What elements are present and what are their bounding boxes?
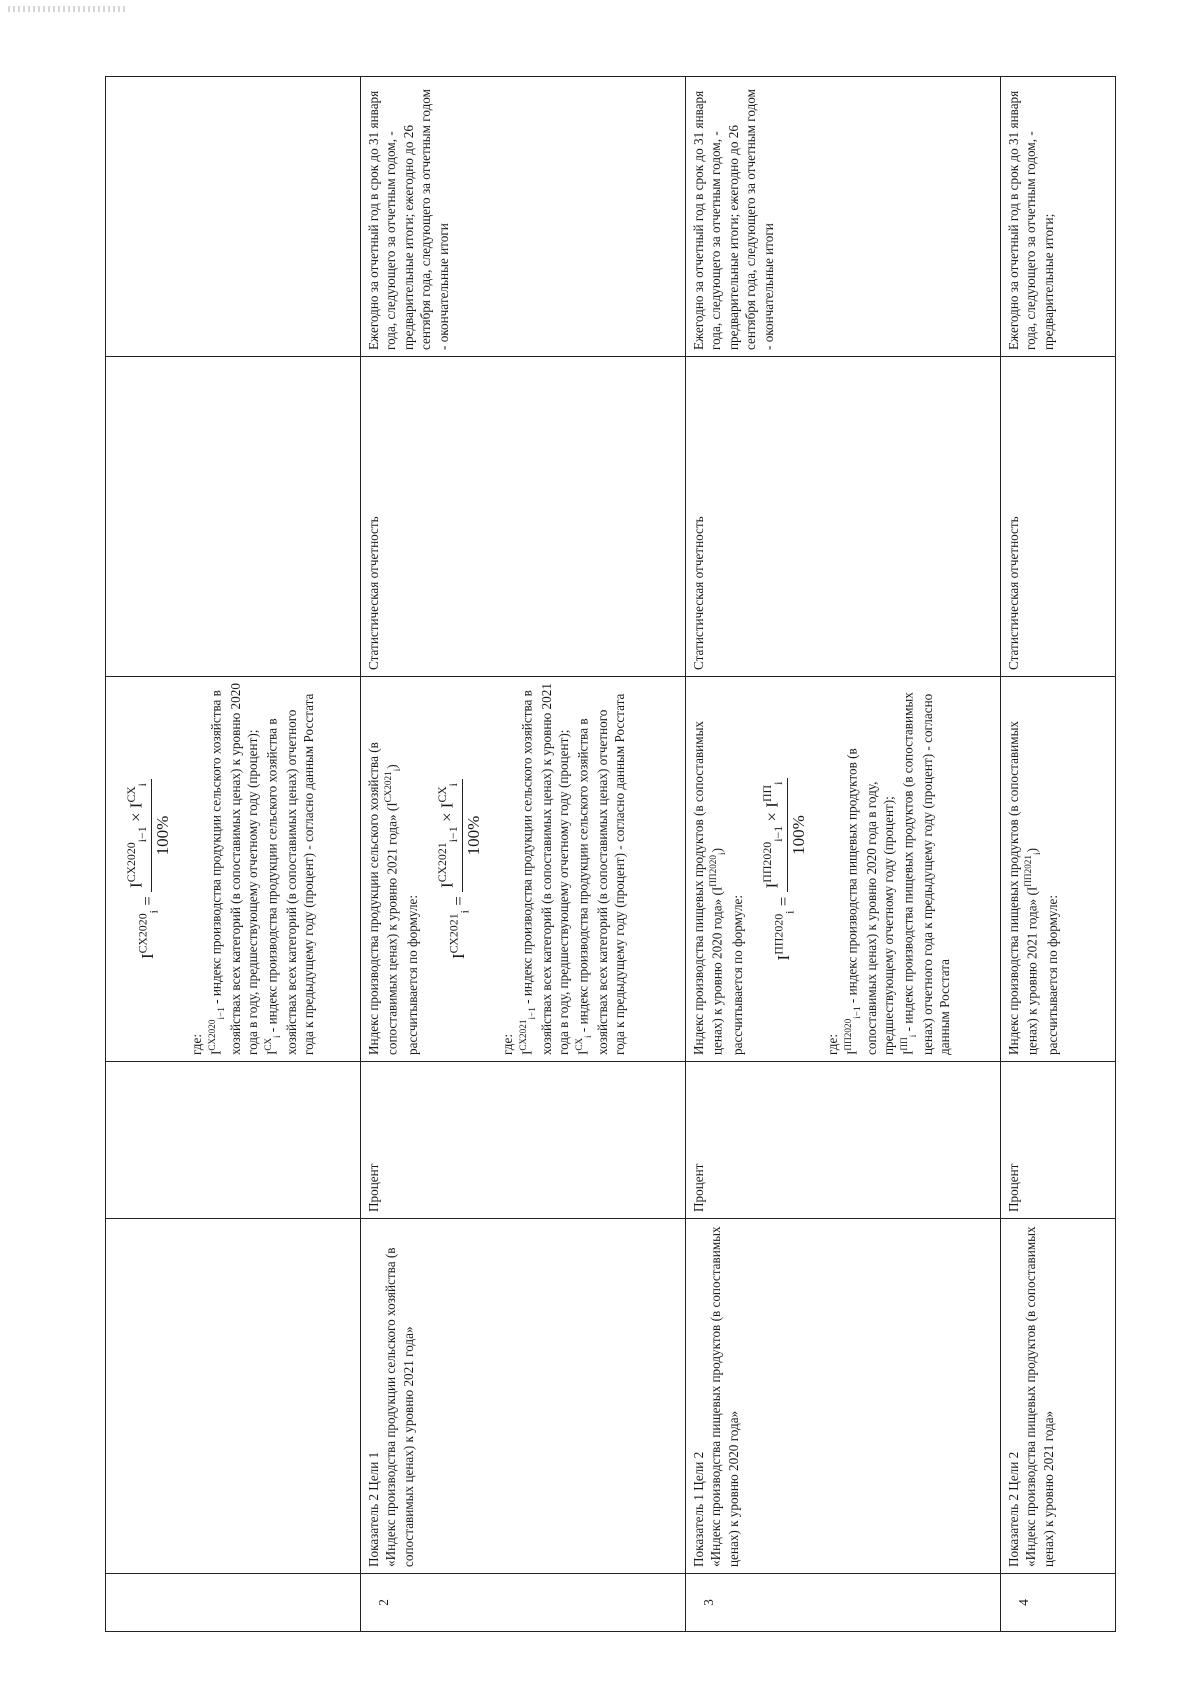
table-row-continuation [106,77,361,1632]
cell-unit [106,1062,361,1219]
source-cell: Статистическая отчетность [1001,357,1116,677]
cell-method [106,677,361,1062]
indicator-name: Показатель 1 Цели 2 «Индекс производства пищевых продуктов (в сопоставимых ценах) к уровню 2020 года» [686,1219,1001,1574]
formula-pp2020: $I^{ПП2020}_i$ = $I^{ПП2020}_{i-1} \times I^{ПП}_i$ 100% [760,683,810,1055]
unit-cell: Процент [686,1062,1001,1219]
cell-num [106,1574,361,1632]
timing-cell: Ежегодно за отчетный год в срок до 31 января года, следующего за отчетным годом, - предварительные итоги; ежегодно до 26 сентября года, следующего за отчетным годом - окончательные итоги [361,77,686,357]
definition-2: $I^{СХ}_i$ - индекс производства продукции сельского хозяйства в хозяйствах всех категорий (в сопоставимых ценах) отчетного года к предыдущему году (процент) - согласно данным Росстата [262,693,317,1055]
source-cell: Статистическая отчетность [686,357,1001,677]
rotated-page [105,77,1115,1632]
method-cell: Индекс производства пищевых продуктов (в сопоставимых ценах) к уровню 2021 года» $(I^{ПП2021}_i)$ рассчитывается по формуле: [1001,677,1116,1062]
timing-cell: Ежегодно за отчетный год в срок до 31 января года, следующего за отчетным годом, - предварительные итоги; [1001,77,1116,357]
indicator-name: Показатель 2 Цели 2 «Индекс производства пищевых продуктов (в сопоставимых ценах) к уровню 2021 года» [1001,1219,1116,1574]
row-number: 2 [361,1574,686,1632]
scan-edge-mark [8,6,128,12]
source-cell: Статистическая отчетность [361,357,686,677]
cell-timing [106,77,361,357]
unit-cell: Процент [1001,1062,1116,1219]
formula-cx2021: $I^{СХ2021}_i$ = $I^{СХ2021}_{i-1} \times I^{СХ}_i$ 100% [435,683,485,1055]
row-number: 4 [1001,1574,1116,1632]
timing-cell: Ежегодно за отчетный год в срок до 31 января года, следующего за отчетным годом, - предварительные итоги; ежегодно до 26 сентября года, следующего за отчетным годом - окончательные итоги [686,77,1001,357]
table-row [1001,77,1116,1632]
indicators-table [105,76,1116,1632]
unit-cell: Процент [361,1062,686,1219]
indicator-name: Показатель 2 Цели 1 «Индекс производства продукции сельского хозяйства (в сопоставимых ценах) к уровню 2021 года» [361,1219,686,1574]
method-cell: Индекс производства пищевых продуктов (в сопоставимых ценах) к уровню 2020 года» $(I^{ПП2020}_i)$ рассчитывается по формуле: $I^{ПП2020}_i$ = $I^{ПП2020}_{i-1} \times I^{ПП}_i$ 100% где: $I^{ПП2020}_{i-1}$ - индекс производства пищевых продуктов (в сопоставимых ценах) к уровню 2020 года в году, предшествующему отчетному году (процент); $I^{ПП}_i$ - индекс производства пищевых продуктов (в сопоставимых ценах) отчетного года к предыдущему году (процент) - согласно данным Росстата [686,677,1001,1062]
cell-name [106,1219,361,1574]
method-cell: Индекс производства продукции сельского хозяйства (в сопоставимых ценах) к уровню 2021 года» $(I^{СХ2021}_i)$ рассчитывается по формуле: $I^{СХ2021}_i$ = $I^{СХ2021}_{i-1} \times I^{СХ}_i$ 100% где: $I^{СХ2021}_{i-1}$ - индекс производства продукции сельского хозяйства в хозяйствах всех категорий (в сопоставимых ценах) к уровню 2021 года в году, предшествующему отчетному году (процент); $I^{СХ}_i$ - индекс производства продукции сельского хозяйства в хозяйствах всех категорий (в сопоставимых ценах) отчетного года к предыдущему году (процент) - согласно данным Росстата [361,677,686,1062]
formula-cx2020: $I^{СХ2020}_i$ = $I^{СХ2020}_{i-1} \times I^{СХ}_i$ 100% [124,683,174,1055]
row-number: 3 [686,1574,1001,1632]
definition-1: $I^{СХ2020}_{i-1}$ - индекс производства продукции сельского хозяйства в хозяйствах всех категорий (в сопоставимых ценах) к уровню 2020 года в году, предшествующему отчетному году (процент); [206,683,261,1055]
where-label: где: [189,1034,205,1055]
cell-source [106,357,361,677]
table-row [686,77,1001,1632]
table-row [361,77,686,1632]
